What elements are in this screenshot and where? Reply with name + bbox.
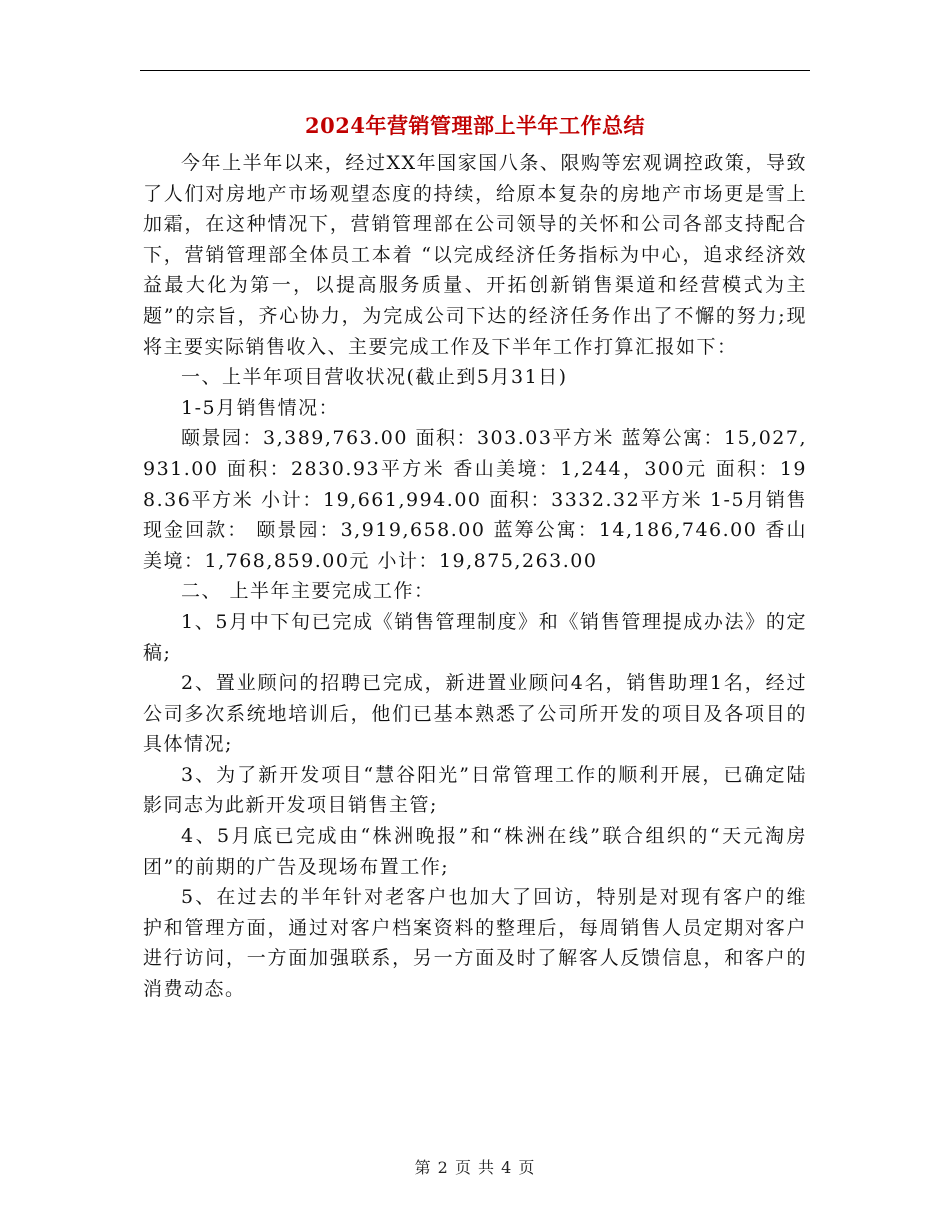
work-item-4: 4、5月底已完成由“株洲晚报”和“株洲在线”联合组织的“天元淘房团”的前期的广告及现场布置工作;	[143, 825, 807, 878]
section-heading-revenue: 一、上半年项目营收状况(截止到5月31日)	[181, 366, 568, 389]
header-rule	[140, 70, 810, 71]
work-item-1: 1、5月中下旬已完成《销售管理制度》和《销售管理提成办法》的定稿;	[143, 610, 807, 664]
document-title: 2024年营销管理部上半年工作总结	[305, 113, 645, 138]
sales-figures-paragraph: 颐景园：3,389,763.00 面积：303.03平方米 蓝筹公寓：15,027,931.00 面积：2830.93平方米 香山美境：1,244，300元 面积：198.36平方米 小计：19,661,994.00 面积：3332.32平方米 1-5月销售现金回款： 颐景园：3,919,658.00 蓝筹公寓：14,186,746.00 香山美境：1,768,859.00元 小计：19,875,263.00	[143, 427, 807, 572]
intro-paragraph: 今年上半年以来，经过XX年国家国八条、限购等宏观调控政策，导致了人们对房地产市场观望态度的持续，给原本复杂的房地产市场更是雪上加霜，在这种情况下，营销管理部在公司领导的关怀和公司各部支持配合下，营销管理部全体员工本着 “以完成经济任务指标为中心，追求经济效益最大化为第一，以提高服务质量、开拓创新销售渠道和经营模式为主题”的宗旨，齐心协力，为完成公司下达的经济任务作出了不懈的努力;现将主要实际销售收入、主要完成工作及下半年工作打算汇报如下：	[143, 152, 807, 358]
document-body	[143, 148, 807, 1005]
work-item-2: 2、置业顾问的招聘已完成，新进置业顾问4名，销售助理1名，经过公司多次系统地培训后，他们已基本熟悉了公司所开发的项目及各项目的具体情况;	[143, 672, 807, 756]
page-number: 第 2 页 共 4 页	[414, 1158, 536, 1177]
section-heading-work: 二、 上半年主要完成工作：	[181, 580, 435, 603]
work-item-5: 5、在过去的半年针对老客户也加大了回访，特别是对现有客户的维护和管理方面，通过对客户档案资料的整理后，每周销售人员定期对客户进行访问，一方面加强联系，另一方面及时了解客人反馈信息，和客户的消费动态。	[143, 886, 807, 1001]
sales-subheading: 1-5月销售情况：	[181, 396, 340, 419]
work-item-3: 3、为了新开发项目“慧谷阳光”日常管理工作的顺利开展，已确定陆影同志为此新开发项目销售主管;	[143, 763, 807, 817]
